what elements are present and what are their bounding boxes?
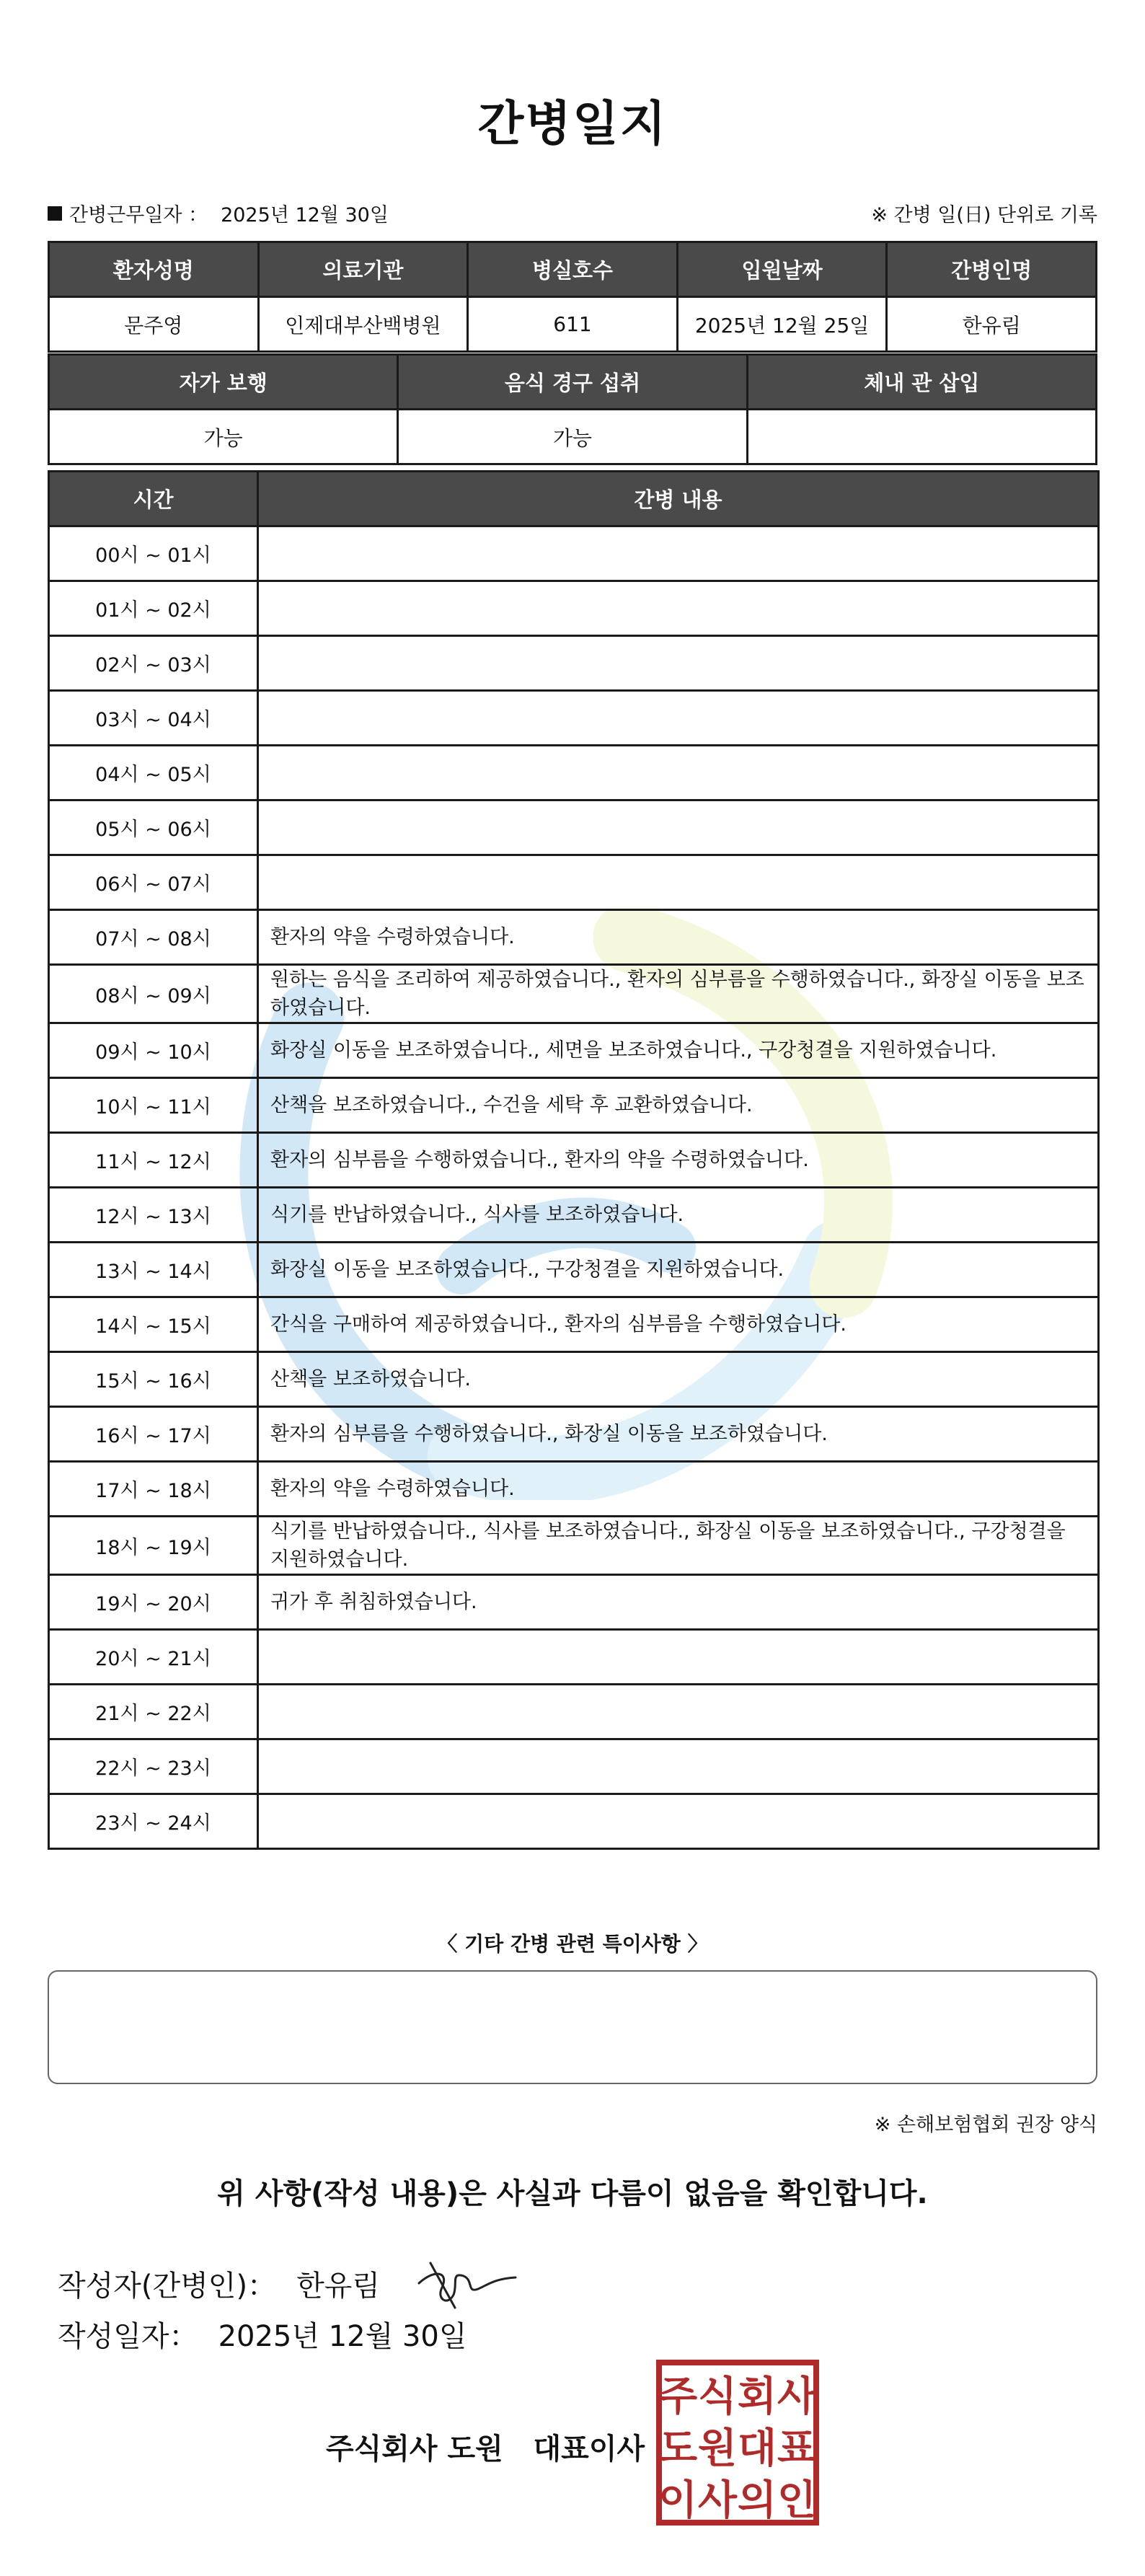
log-time-cell: 10시 ~ 11시 bbox=[49, 1078, 258, 1133]
log-content-cell: 화장실 이동을 보조하였습니다., 구강청결을 지원하였습니다. bbox=[258, 1243, 1099, 1297]
company-representative: 주식회사 도원 대표이사 bbox=[326, 2432, 645, 2466]
log-time-cell: 18시 ~ 19시 bbox=[49, 1517, 258, 1575]
patient-header-row bbox=[49, 242, 1097, 297]
log-time-cell: 02시 ~ 03시 bbox=[49, 636, 258, 691]
log-content-cell bbox=[258, 1739, 1099, 1794]
log-header-row bbox=[49, 472, 1099, 526]
log-time-cell: 23시 ~ 24시 bbox=[49, 1794, 258, 1849]
seal-character: 사 bbox=[777, 2373, 817, 2420]
log-content-cell: 산책을 보조하였습니다. bbox=[258, 1352, 1099, 1407]
table-row bbox=[49, 1517, 1099, 1575]
log-content-cell: 간식을 구매하여 제공하였습니다., 환자의 심부름을 수행하였습니다. bbox=[258, 1297, 1099, 1352]
signature-icon bbox=[413, 2254, 521, 2312]
log-time-cell: 22시 ~ 23시 bbox=[49, 1739, 258, 1794]
table-row bbox=[49, 1188, 1099, 1243]
oral-intake-value: 가능 bbox=[398, 410, 747, 464]
table-row bbox=[49, 1407, 1099, 1462]
header-tube-insertion: 체내 관 삽입 bbox=[747, 355, 1096, 410]
remarks-title: 〈 기타 간병 관련 특이사항 〉 bbox=[437, 1932, 708, 1956]
confirmation-statement: 위 사항(작성 내용)은 사실과 다름이 없음을 확인합니다. bbox=[217, 2177, 928, 2210]
care-log-table bbox=[48, 470, 1100, 1850]
seal-character: 이 bbox=[658, 2477, 698, 2524]
log-time-cell: 04시 ~ 05시 bbox=[49, 746, 258, 800]
log-content-cell bbox=[258, 636, 1099, 691]
tube-insertion-value bbox=[747, 410, 1096, 464]
table-row bbox=[49, 800, 1099, 855]
log-time-cell: 11시 ~ 12시 bbox=[49, 1133, 258, 1188]
seal-character: 표 bbox=[777, 2425, 817, 2472]
log-time-cell: 06시 ~ 07시 bbox=[49, 855, 258, 910]
table-row bbox=[49, 1078, 1099, 1133]
seal-character: 식 bbox=[697, 2373, 738, 2420]
log-content-cell: 식기를 반납하였습니다., 식사를 보조하였습니다., 화장실 이동을 보조하였습니다., 구강청결을 지원하였습니다. bbox=[258, 1517, 1099, 1575]
seal-character: 대 bbox=[737, 2425, 777, 2472]
table-row bbox=[49, 1352, 1099, 1407]
log-content-cell bbox=[258, 855, 1099, 910]
author-name: 한유림 bbox=[296, 2269, 380, 2303]
table-row bbox=[49, 526, 1099, 581]
table-row bbox=[49, 910, 1099, 965]
work-date-value: 2025년 12월 30일 bbox=[221, 204, 389, 226]
log-content-cell bbox=[258, 1794, 1099, 1849]
remarks-box bbox=[48, 1970, 1097, 2084]
log-content-cell: 산책을 보조하였습니다., 수건을 세탁 후 교환하였습니다. bbox=[258, 1078, 1099, 1133]
patient-name: 문주영 bbox=[49, 297, 259, 352]
log-content-cell bbox=[258, 526, 1099, 581]
log-content-cell bbox=[258, 1685, 1099, 1739]
black-square-icon bbox=[48, 206, 62, 221]
header-self-walking: 자가 보행 bbox=[49, 355, 398, 410]
log-content-cell: 환자의 약을 수령하였습니다. bbox=[258, 910, 1099, 965]
header-patient-name: 환자성명 bbox=[49, 242, 259, 297]
patient-info-table bbox=[48, 241, 1097, 353]
table-row bbox=[49, 636, 1099, 691]
log-content-cell bbox=[258, 1630, 1099, 1685]
header-caregiver: 간병인명 bbox=[887, 242, 1097, 297]
log-content-cell bbox=[258, 800, 1099, 855]
log-time-cell: 12시 ~ 13시 bbox=[49, 1188, 258, 1243]
header-care-content: 간병 내용 bbox=[258, 472, 1099, 526]
table-row bbox=[49, 855, 1099, 910]
log-time-cell: 13시 ~ 14시 bbox=[49, 1243, 258, 1297]
author-label: 작성자(간병인)： bbox=[58, 2269, 277, 2303]
log-time-cell: 03시 ~ 04시 bbox=[49, 691, 258, 746]
log-time-cell: 00시 ~ 01시 bbox=[49, 526, 258, 581]
log-content-cell: 환자의 약을 수령하였습니다. bbox=[258, 1462, 1099, 1517]
log-time-cell: 16시 ~ 17시 bbox=[49, 1407, 258, 1462]
work-date-label: 간병근무일자 ： bbox=[69, 204, 208, 226]
table-row bbox=[49, 1575, 1099, 1630]
log-content-cell bbox=[258, 581, 1099, 636]
log-time-cell: 05시 ~ 06시 bbox=[49, 800, 258, 855]
table-row bbox=[49, 746, 1099, 800]
work-date-group bbox=[48, 199, 389, 227]
table-row bbox=[49, 691, 1099, 746]
log-time-cell: 09시 ~ 10시 bbox=[49, 1023, 258, 1078]
log-time-cell: 01시 ~ 02시 bbox=[49, 581, 258, 636]
log-content-cell: 귀가 후 취침하였습니다. bbox=[258, 1575, 1099, 1630]
header-hospital: 의료기관 bbox=[258, 242, 468, 297]
written-date-value: 2025년 12월 30일 bbox=[218, 2320, 467, 2353]
log-content-cell: 화장실 이동을 보조하였습니다., 세면을 보조하였습니다., 구강청결을 지원하였습니다. bbox=[258, 1023, 1099, 1078]
hospital-name: 인제대부산백병원 bbox=[258, 297, 468, 352]
header-oral-intake: 음식 경구 섭취 bbox=[398, 355, 747, 410]
log-time-cell: 15시 ~ 16시 bbox=[49, 1352, 258, 1407]
table-row bbox=[49, 1739, 1099, 1794]
patient-value-row bbox=[49, 297, 1097, 352]
table-row bbox=[49, 1630, 1099, 1685]
header-room: 병실호수 bbox=[468, 242, 678, 297]
log-time-cell: 14시 ~ 15시 bbox=[49, 1297, 258, 1352]
log-body bbox=[49, 526, 1099, 1849]
table-row bbox=[49, 1133, 1099, 1188]
table-row bbox=[49, 1685, 1099, 1739]
log-content-cell: 식기를 반납하였습니다., 식사를 보조하였습니다. bbox=[258, 1188, 1099, 1243]
seal-character: 원 bbox=[697, 2425, 738, 2472]
header-time: 시간 bbox=[49, 472, 258, 526]
document-title: 간병일지 bbox=[477, 96, 668, 151]
self-walking-value: 가능 bbox=[49, 410, 398, 464]
header-admission-date: 입원날짜 bbox=[677, 242, 887, 297]
table-row bbox=[49, 1297, 1099, 1352]
seal-character: 인 bbox=[777, 2477, 817, 2524]
table-row bbox=[49, 965, 1099, 1023]
status-value-row bbox=[49, 410, 1097, 464]
log-time-cell: 17시 ~ 18시 bbox=[49, 1462, 258, 1517]
log-content-cell bbox=[258, 746, 1099, 800]
admission-date: 2025년 12월 25일 bbox=[677, 297, 887, 352]
patient-status-table bbox=[48, 353, 1097, 465]
written-date-label: 작성일자： bbox=[58, 2320, 198, 2353]
room-number: 611 bbox=[468, 297, 678, 352]
log-time-cell: 07시 ~ 08시 bbox=[49, 910, 258, 965]
seal-character: 도 bbox=[658, 2425, 698, 2472]
log-content-cell: 환자의 심부름을 수행하였습니다., 환자의 약을 수령하였습니다. bbox=[258, 1133, 1099, 1188]
log-time-cell: 20시 ~ 21시 bbox=[49, 1630, 258, 1685]
log-content-cell: 원하는 음식을 조리하여 제공하였습니다., 환자의 심부름을 수행하였습니다., 화장실 이동을 보조하였습니다. bbox=[258, 965, 1099, 1023]
log-content-cell: 환자의 심부름을 수행하였습니다., 화장실 이동을 보조하였습니다. bbox=[258, 1407, 1099, 1462]
company-seal bbox=[656, 2360, 819, 2526]
record-unit-note: ※ 간병 일(日) 단위로 기록 bbox=[871, 204, 1097, 226]
meta-row bbox=[48, 199, 1097, 228]
seal-character: 회 bbox=[737, 2373, 777, 2420]
written-date-row bbox=[58, 2313, 467, 2355]
log-time-cell: 08시 ~ 09시 bbox=[49, 965, 258, 1023]
status-header-row bbox=[49, 355, 1097, 410]
table-row bbox=[49, 1023, 1099, 1078]
seal-character: 의 bbox=[737, 2477, 777, 2524]
table-row bbox=[49, 581, 1099, 636]
table-row bbox=[49, 1462, 1099, 1517]
recommend-note: ※ 손해보험협회 권장 양식 bbox=[874, 2114, 1097, 2136]
table-row bbox=[49, 1243, 1099, 1297]
seal-character: 주 bbox=[658, 2373, 698, 2420]
log-time-cell: 19시 ~ 20시 bbox=[49, 1575, 258, 1630]
seal-character: 사 bbox=[697, 2477, 738, 2524]
author-row bbox=[58, 2254, 521, 2312]
table-row bbox=[49, 1794, 1099, 1849]
log-time-cell: 21시 ~ 22시 bbox=[49, 1685, 258, 1739]
caregiver-name: 한유림 bbox=[887, 297, 1097, 352]
log-content-cell bbox=[258, 691, 1099, 746]
